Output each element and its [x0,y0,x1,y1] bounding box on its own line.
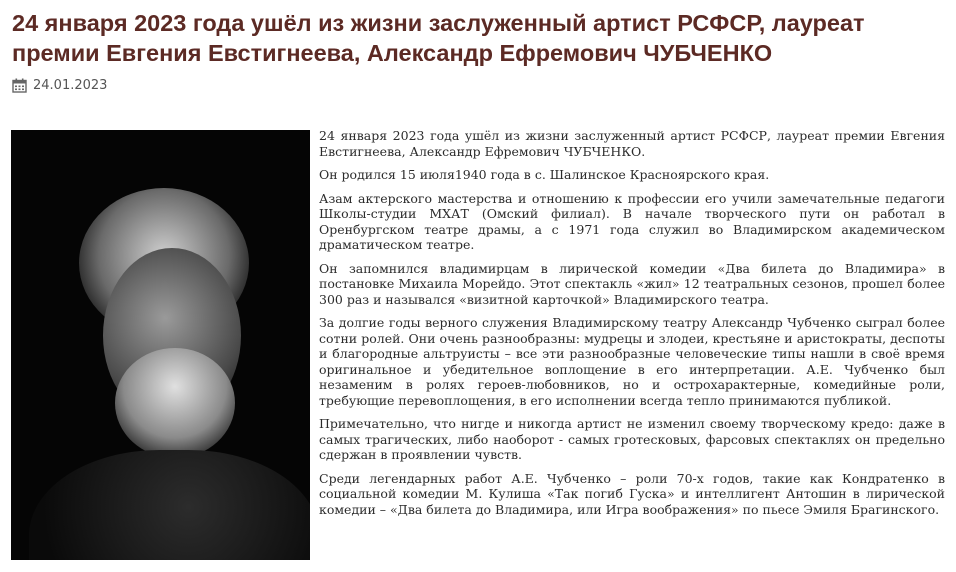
paragraph: Он запомнился владимирцам в лирической комедии «Два билета до Владимира» в постановке Михаила Морейдо. Этот спектакль «жил» 12 театральных сезонов, прошел более 300 раз и назывался «визитной карточкой» Владимирского театра. [319,260,945,307]
paragraph: Среди легендарных работ А.Е. Чубченко – роли 70-х годов, такие как Кондратенко в социальной комедии М. Кулиша «Так погиб Гуска» и интеллигент Антошин в лирической комедии – «Два билета до Владимира, или Игра воображения» по пьесе Эмиля Брагинского. [319,470,945,517]
article-body [319,128,945,525]
beard-shape [115,348,235,458]
publish-date [12,78,107,93]
paragraph: 24 января 2023 года ушёл из жизни заслуженный артист РСФСР, лауреат премии Евгения Евстигнеева, Александр Ефремович ЧУБЧЕНКО. [319,128,945,159]
paragraph: Примечательно, что нигде и никогда артист не изменил своему творческому кредо: даже в самых трагических, либо наоборот - самых гротесковых, фарсовых спектаклях он предельно сдержан в проявлении чувств. [319,416,945,462]
paragraph: Он родился 15 июля1940 года в с. Шалинское Красноярского края. [319,167,770,182]
paragraph: За долгие годы верного служения Владимирскому театру Александр Чубченко сыграл более сотни ролей. Они очень разнообразны: мудрецы и злодеи, крестьяне и аристократы, деспоты и благородные альтруисты – все эти разнообразные человеческие типы нашли в своё время оригинальное и убедительное воплощение в его интерпретации. А.Е. Чубченко был незаменим в ролях героев-любовников, но и острохарактерные, комедийные роли, требующие перевоплощения, в его исполнении всегда тепло принимаются публикой. [319,315,945,408]
calendar-icon [12,78,27,93]
date-text: 24.01.2023 [33,78,108,93]
paragraph: Азам актерского мастерства и отношению к профессии его учили замечательные педагоги Школы-студии МХАТ (Омский филиал). В начале творческого пути он работал в Оренбургском театре драмы, а с 1971 года служил во Владимирском академическом драматическом театре. [319,190,945,252]
portrait-photo [11,130,310,560]
shoulders-shape [29,450,310,560]
article-title: 24 января 2023 года ушёл из жизни заслуженный артист РСФСР, лауреат премии Евгения Евстигнеева, Александр Ефремович ЧУБЧЕНКО [12,10,865,66]
